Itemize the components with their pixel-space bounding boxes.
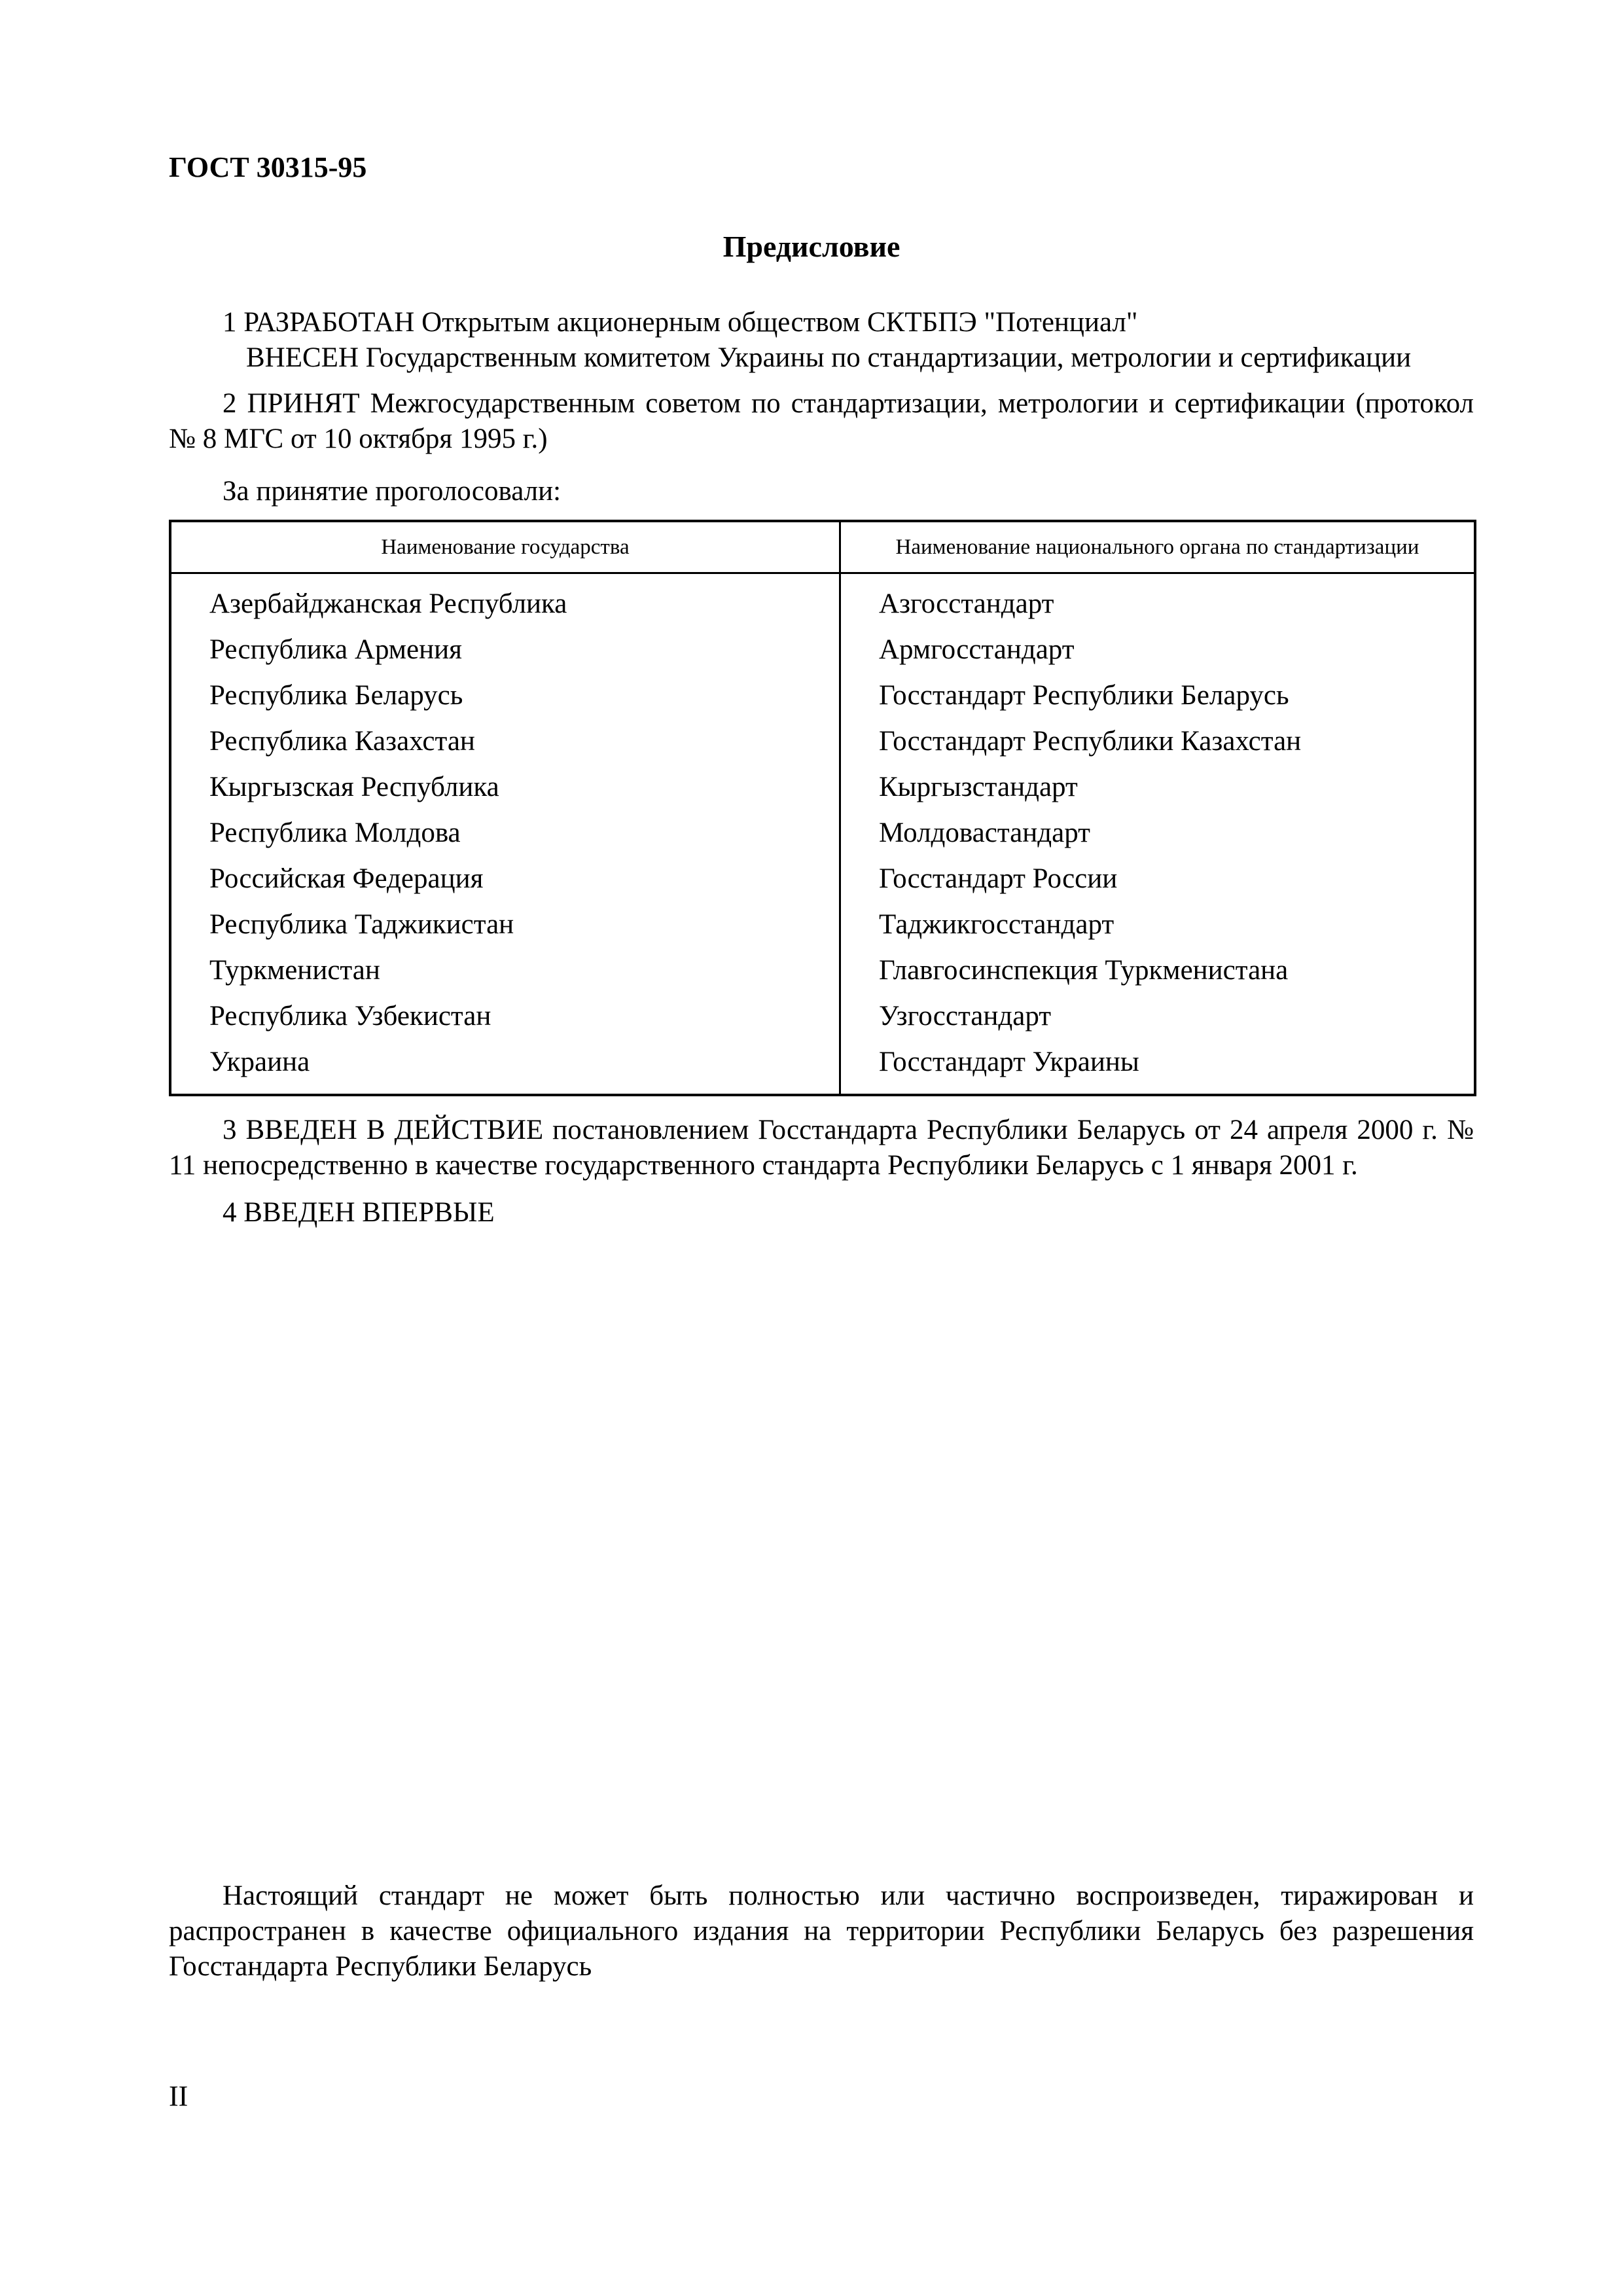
standards-body: Узгосстандарт — [879, 1000, 1052, 1031]
standards-body: Госстандарт Украины — [879, 1046, 1139, 1077]
standards-body: Таджикгосстандарт — [879, 908, 1115, 940]
standards-body: Азгосстандарт — [879, 588, 1054, 619]
state-name: Российская Федерация — [170, 855, 840, 901]
state-name: Республика Таджикистан — [170, 901, 840, 947]
table-row — [170, 901, 1475, 947]
state-name: Республика Молдова — [170, 810, 840, 855]
table-row — [170, 1039, 1475, 1095]
standards-body: Госстандарт Республики Беларусь — [879, 679, 1289, 711]
table-row — [170, 947, 1475, 993]
state-name: Республика Армения — [170, 626, 840, 672]
voting-table — [169, 520, 1476, 1096]
voted-intro: За принятие проголосовали: — [223, 476, 562, 507]
page-title: Предисловие — [722, 230, 901, 263]
copyright-notice: Настоящий стандарт не может быть полностью или частично воспроизведен, тиражирован и распространен в качестве официального издания на территории Республики Беларусь без разрешения Госстандарта Республики Беларусь — [169, 1880, 1474, 1982]
state-name: Республика Казахстан — [170, 718, 840, 764]
table-row — [170, 672, 1475, 718]
table-row — [170, 626, 1475, 672]
state-name: Азербайджанская Республика — [170, 573, 840, 627]
standards-body: Главгосинспекция Туркменистана — [879, 954, 1289, 986]
table-header-row — [170, 521, 1475, 573]
state-name: Республика Беларусь — [170, 672, 840, 718]
column-header-body: Наименование национального органа по стандартизации — [840, 521, 1476, 573]
standards-body: Молдовастандарт — [879, 817, 1090, 848]
table-row — [170, 718, 1475, 764]
item-developed: 1 РАЗРАБОТАН Открытым акционерным обществом СКТБПЭ "Потенциал" — [223, 307, 1138, 338]
state-name: Украина — [170, 1039, 840, 1095]
standards-body: Госстандарт России — [879, 863, 1118, 894]
item-adopted: 2 ПРИНЯТ Межгосударственным советом по стандартизации, метрологии и сертификации (протокол № 8 МГС от 10 октября 1995 г.) — [169, 388, 1474, 454]
standards-body: Армгосстандарт — [879, 634, 1075, 665]
state-name: Туркменистан — [170, 947, 840, 993]
document-code: ГОСТ 30315-95 — [169, 151, 367, 183]
table-row — [170, 810, 1475, 855]
table-row — [170, 573, 1475, 627]
item-first-time: 4 ВВЕДЕН ВПЕРВЫЕ — [223, 1197, 495, 1228]
standards-body: Кыргызстандарт — [879, 771, 1078, 802]
state-name: Кыргызская Республика — [170, 764, 840, 810]
standards-body: Госстандарт Республики Казахстан — [879, 725, 1302, 757]
state-name: Республика Узбекистан — [170, 993, 840, 1039]
table-row — [170, 993, 1475, 1039]
table-row — [170, 855, 1475, 901]
column-header-state: Наименование государства — [170, 521, 840, 573]
item-introduced: ВНЕСЕН Государственным комитетом Украины по стандартизации, метрологии и сертификации — [246, 342, 1412, 373]
item-enacted: 3 ВВЕДЕН В ДЕЙСТВИЕ постановлением Госстандарта Республики Беларусь от 24 апреля 2000 г. № 11 непосредственно в качестве государственного стандарта Республики Беларусь с 1 января 2001 г. — [169, 1115, 1474, 1181]
table-row — [170, 764, 1475, 810]
page-number: II — [169, 2080, 188, 2112]
